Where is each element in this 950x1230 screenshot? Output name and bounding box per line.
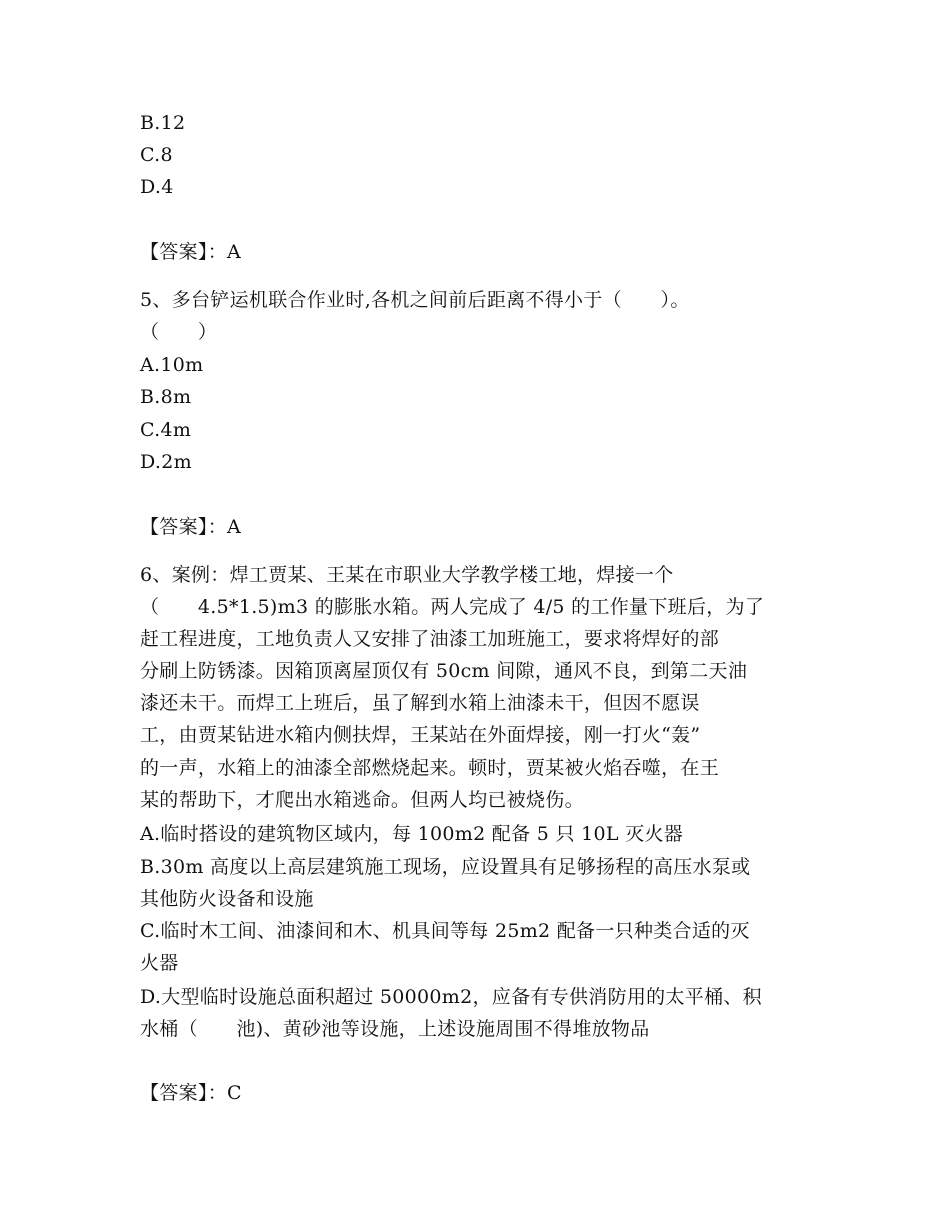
q4-answer: 【答案】：A [140,241,242,263]
q6-option-d-cont: 水桶（ 池)、黄砂池等设施，上述设施周围不得堆放物品 [140,1018,650,1040]
q6-stem-line: 赶工程进度，工地负责人又安排了油漆工加班施工，要求将焊好的部 [140,628,720,650]
q4-option-c: C.8 [140,144,173,166]
q6-option-c: C.临时木工间、油漆间和木、机具间等每 25m2 配备一只种类合适的灭 [140,920,750,942]
q6-option-c-cont: 火器 [140,952,179,974]
q6-answer: 【答案】：C [140,1082,242,1104]
q4-option-d: D.4 [140,176,174,198]
q5-option-d: D.2m [140,451,192,473]
q6-stem-line: 某的帮助下，才爬出水箱逃命。但两人均已被烧伤。 [140,789,584,811]
q5-stem-continuation: （ ） [140,321,218,343]
q5-option-b: B.8m [140,386,192,408]
q5-option-a: A.10m [140,354,204,376]
q4-option-b: B.12 [140,112,186,134]
q6-option-b-cont: 其他防火设备和设施 [140,888,314,910]
q6-option-b: B.30m 高度以上高层建筑施工现场，应设置具有足够扬程的高压水泵或 [140,856,751,878]
q6-stem-line: 工，由贾某钻进水箱内侧扶焊，王某站在外面焊接，刚一打火“轰” [140,724,701,746]
q5-stem: 5、多台铲运机联合作业时,各机之间前后距离不得小于（ ）。 [140,289,690,311]
q6-stem-line: 分刷上防锈漆。因箱顶离屋顶仅有 50cm 间隙，通风不良，到第二天油 [140,660,748,682]
q6-stem-line: 6、案例：焊工贾某、王某在市职业大学教学楼工地，焊接一个 [140,564,674,586]
q6-stem-line: （ 4.5*1.5)m3 的膨胀水箱。两人完成了 4/5 的工作量下班后，为了 [140,596,765,618]
q6-option-d: D.大型临时设施总面积超过 50000m2，应备有专供消防用的太平桶、积 [140,986,762,1008]
q6-stem-line: 漆还未干。而焊工上班后，虽了解到水箱上油漆未干，但因不愿误 [140,692,700,714]
q5-answer: 【答案】：A [140,516,242,538]
q6-option-a: A.临时搭设的建筑物区域内，每 100m2 配备 5 只 10L 灭火器 [140,823,684,845]
q6-stem-line: 的一声，水箱上的油漆全部燃烧起来。顿时，贾某被火焰吞噬，在王 [140,757,720,779]
q5-option-c: C.4m [140,419,192,441]
